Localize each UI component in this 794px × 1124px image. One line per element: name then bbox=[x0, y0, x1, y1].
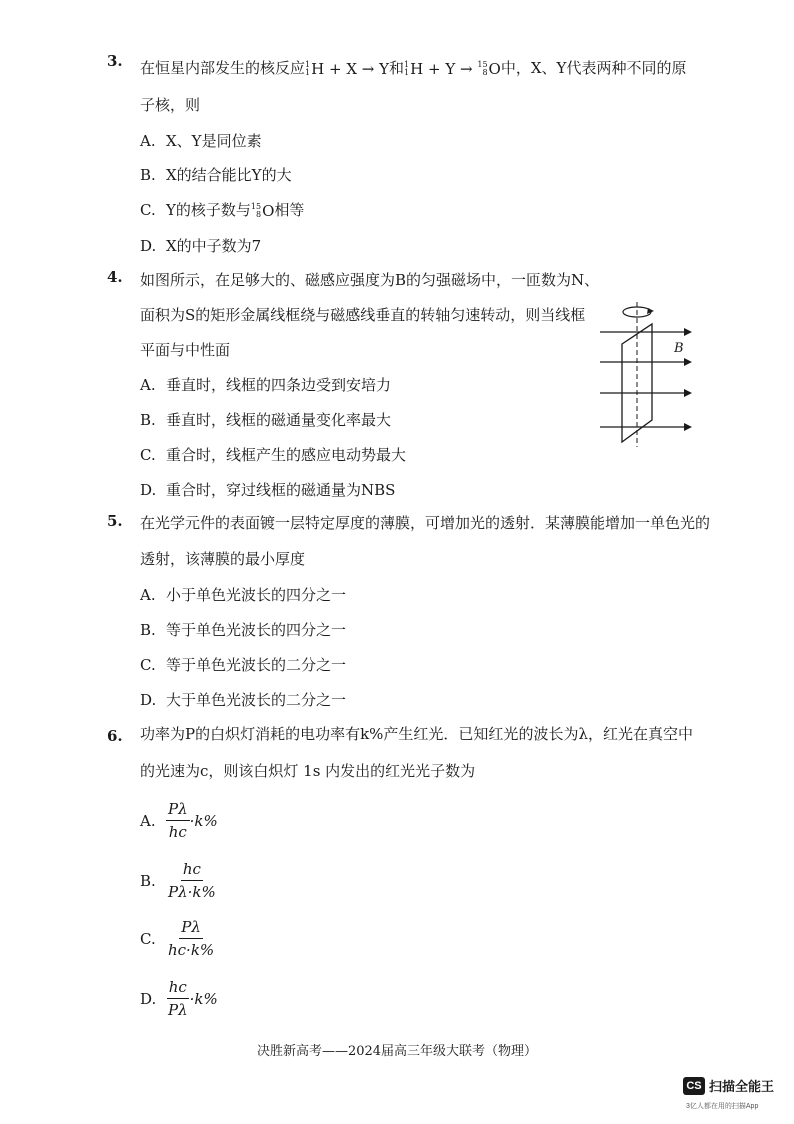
q6-option-d[interactable] bbox=[140, 978, 218, 1019]
q5-number: 5. bbox=[107, 512, 123, 530]
q4-number: 4. bbox=[107, 268, 123, 286]
field-arrowhead-icon bbox=[684, 389, 692, 397]
field-arrowhead-icon bbox=[684, 328, 692, 336]
option-label: C. bbox=[140, 201, 156, 219]
q5-option-d[interactable] bbox=[140, 690, 346, 710]
q3-eq2-mid: + Y → bbox=[428, 60, 473, 78]
q3-stem-line1 bbox=[140, 58, 686, 79]
fraction-numerator: hc bbox=[181, 860, 203, 881]
q4-option-d[interactable] bbox=[140, 480, 395, 500]
fraction bbox=[166, 860, 218, 901]
fraction-denominator: Pλ bbox=[168, 1001, 188, 1019]
option-label: C. bbox=[140, 656, 156, 674]
option-label: B. bbox=[140, 871, 156, 890]
fraction-numerator: Pλ bbox=[166, 800, 190, 821]
q6-option-c[interactable] bbox=[140, 918, 216, 959]
q4-option-b[interactable] bbox=[140, 410, 391, 430]
option-text: X、Y是同位素 bbox=[166, 132, 262, 150]
q4-stem-line3: 平面与中性面 bbox=[140, 341, 231, 359]
option-text: X的中子数为7 bbox=[166, 237, 262, 255]
fraction bbox=[166, 918, 216, 959]
option-text: 重合时，穿过线框的磁通量为NBS bbox=[166, 481, 396, 499]
q3-number: 3. bbox=[107, 52, 123, 70]
q4-option-a[interactable] bbox=[140, 375, 391, 395]
q3-eq2-b-charge: 8 bbox=[482, 68, 488, 77]
option-text: 垂直时，线框的磁通量变化率最大 bbox=[166, 411, 392, 429]
q3-eq2-a-charge: 1 bbox=[404, 68, 410, 77]
q3-conj: 和 bbox=[389, 59, 405, 77]
q3-stem-suffix: 中，X、Y代表两种不同的原 bbox=[500, 59, 687, 77]
q3-eq1-charge: 1 bbox=[305, 68, 311, 77]
page-footer: 决胜新高考——2024届高三年级大联考（物理） bbox=[256, 1044, 538, 1059]
q3-stem-line2: 子核，则 bbox=[140, 96, 201, 114]
q5-option-c[interactable] bbox=[140, 655, 346, 675]
scanner-watermark bbox=[683, 1076, 774, 1095]
fraction bbox=[166, 978, 190, 1019]
q3-eq1 bbox=[305, 59, 389, 79]
q3-eq1-rest: + X → Y bbox=[328, 60, 390, 78]
option-label: A. bbox=[140, 811, 156, 830]
q5-stem-line2: 透射，该薄膜的最小厚度 bbox=[140, 550, 306, 568]
q3-option-a[interactable] bbox=[140, 131, 262, 151]
camscanner-icon: CS bbox=[683, 1077, 705, 1095]
option-label: C. bbox=[140, 446, 156, 464]
q3-eq1-sym: H bbox=[311, 60, 325, 78]
q6-stem-line1: 功率为P的白炽灯消耗的电功率有k%产生红光．已知红光的波长为λ，红光在真空中 bbox=[140, 725, 693, 743]
option-label: D. bbox=[140, 481, 157, 499]
q3-option-d[interactable] bbox=[140, 236, 261, 256]
q4-stem-line1: 如图所示，在足够大的、磁感应强度为B的匀强磁场中，一匝数为N、 bbox=[140, 271, 600, 289]
rotating-coil-figure bbox=[596, 302, 696, 452]
q5-option-a[interactable] bbox=[140, 585, 346, 605]
q3-option-b[interactable] bbox=[140, 165, 292, 185]
watermark-subtitle: 3亿人都在用的扫描App bbox=[686, 1103, 759, 1110]
q6-number: 6. bbox=[107, 727, 123, 745]
q4-stem-line2: 面积为S的矩形金属线框绕与磁感线垂直的转轴匀速转动，则当线框 bbox=[140, 306, 586, 324]
q5-stem-line1: 在光学元件的表面镀一层特定厚度的薄膜，可增加光的透射．某薄膜能增加一单色光的 bbox=[140, 514, 711, 532]
option-label: D. bbox=[140, 691, 157, 709]
option-text: 等于单色光波长的二分之一 bbox=[166, 656, 347, 674]
q6-stem-line2: 的光速为c，则该白炽灯 1s 内发出的红光光子数为 bbox=[140, 762, 476, 780]
q3-eq2-b-mass: 15 bbox=[477, 60, 488, 69]
q3-option-c[interactable] bbox=[140, 200, 304, 221]
q3-eq1-mass: 1 bbox=[305, 60, 311, 69]
option-nuclide bbox=[251, 201, 275, 221]
field-label: B bbox=[674, 341, 684, 356]
option-text: 等于单色光波长的四分之一 bbox=[166, 621, 347, 639]
option-label: B. bbox=[140, 621, 156, 639]
option-label: D. bbox=[140, 989, 157, 1008]
field-arrowhead-icon bbox=[684, 423, 692, 431]
option-label: D. bbox=[140, 237, 157, 255]
fraction bbox=[166, 800, 190, 841]
q3-eq2-a-mass: 1 bbox=[404, 60, 410, 69]
option-label: B. bbox=[140, 166, 156, 184]
nuclide-charge: 8 bbox=[256, 210, 262, 219]
fraction-numerator: hc bbox=[167, 978, 189, 999]
option-label: A. bbox=[140, 132, 156, 150]
fraction-denominator: hc bbox=[168, 823, 187, 841]
option-text: 垂直时，线框的四条边受到安培力 bbox=[166, 376, 392, 394]
q4-option-c[interactable] bbox=[140, 445, 406, 465]
option-text: 大于单色光波长的二分之一 bbox=[166, 691, 347, 709]
q6-option-a[interactable] bbox=[140, 800, 218, 841]
option-text-pre: Y的核子数与 bbox=[166, 201, 251, 219]
nuclide-symbol: O bbox=[262, 202, 275, 220]
q3-eq2 bbox=[404, 59, 501, 79]
q3-eq2-b-sym: O bbox=[488, 60, 501, 78]
option-text: 重合时，线框产生的感应电动势最大 bbox=[166, 446, 407, 464]
fraction-denominator: Pλ·k% bbox=[168, 883, 216, 901]
option-text: 小于单色光波长的四分之一 bbox=[166, 586, 347, 604]
q3-stem-prefix: 在恒星内部发生的核反应 bbox=[140, 59, 306, 77]
q6-option-b[interactable] bbox=[140, 860, 218, 901]
fraction-numerator: Pλ bbox=[179, 918, 203, 939]
option-tail: ·k% bbox=[189, 811, 218, 830]
option-tail: ·k% bbox=[189, 989, 218, 1008]
option-label: A. bbox=[140, 376, 156, 394]
watermark-name: 扫描全能王 bbox=[709, 1079, 775, 1094]
option-label: A. bbox=[140, 586, 156, 604]
option-text: X的结合能比Y的大 bbox=[166, 166, 292, 184]
field-arrowhead-icon bbox=[684, 358, 692, 366]
option-text-post: 相等 bbox=[274, 201, 305, 219]
nuclide-mass: 15 bbox=[250, 202, 262, 211]
q5-option-b[interactable] bbox=[140, 620, 346, 640]
fraction-denominator: hc·k% bbox=[168, 941, 215, 959]
option-label: B. bbox=[140, 411, 156, 429]
option-label: C. bbox=[140, 929, 156, 948]
q3-eq2-a-sym: H bbox=[410, 60, 424, 78]
